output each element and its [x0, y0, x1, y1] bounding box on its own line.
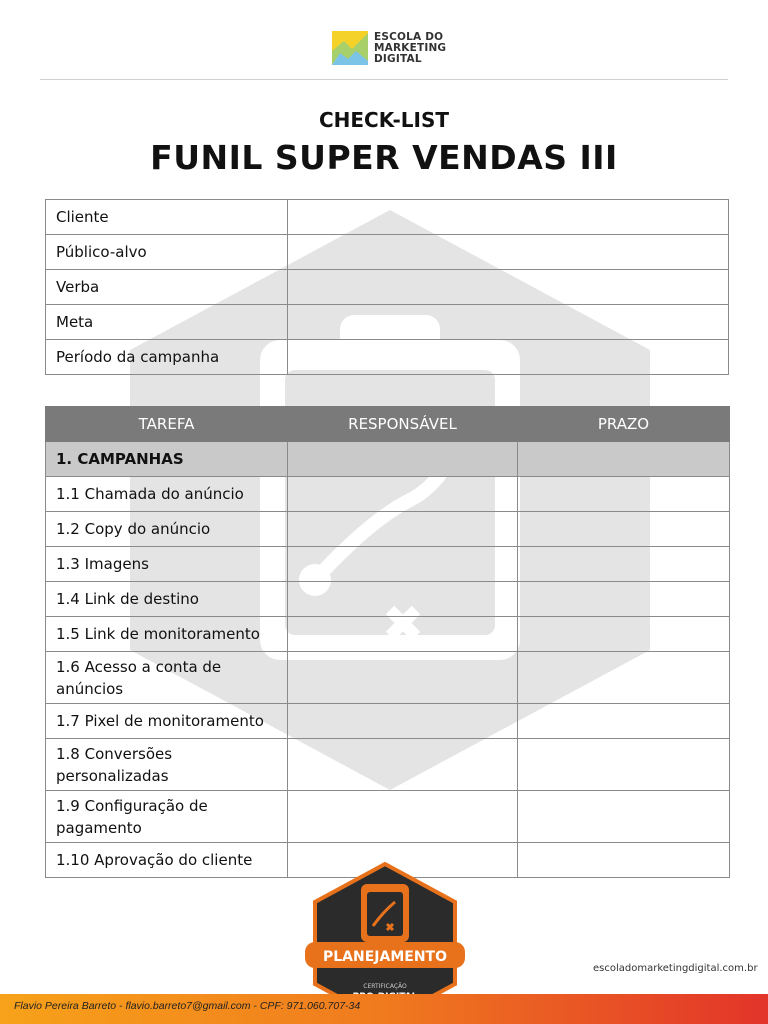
- info-row-goal: [46, 305, 729, 340]
- footer-owner: Flavio Pereira Barreto - flavio.barreto7@gmail.com - CPF: 971.060.707-34: [14, 1000, 361, 1012]
- table-row: [46, 739, 730, 791]
- column-header-task: TAREFA: [46, 407, 288, 442]
- task-label: 1.6 Acesso a conta de anúncios: [46, 652, 288, 704]
- table-row: [46, 704, 730, 739]
- deadline-cell[interactable]: [518, 739, 730, 791]
- info-value-field[interactable]: [288, 235, 729, 270]
- table-row: [46, 791, 730, 843]
- badge-label: PLANEJAMENTO: [322, 949, 448, 965]
- school-logo: [332, 30, 446, 66]
- task-label: 1.5 Link de monitoramento: [46, 617, 288, 652]
- info-label: Verba: [46, 270, 288, 305]
- task-label: 1.8 Conversões personalizadas: [46, 739, 288, 791]
- responsible-cell[interactable]: [288, 477, 518, 512]
- website-url: escoladomarketingdigital.com.br: [593, 963, 758, 974]
- table-row: [46, 547, 730, 582]
- logo-line-2: MARKETING: [374, 41, 447, 54]
- campaign-info-table: [45, 199, 729, 375]
- task-label: 1.10 Aprovação do cliente: [46, 843, 288, 878]
- info-label: Cliente: [46, 200, 288, 235]
- info-label: Período da campanha: [46, 340, 288, 375]
- header-divider: [40, 79, 728, 80]
- table-row: [46, 582, 730, 617]
- column-header-responsible: RESPONSÁVEL: [288, 407, 518, 442]
- responsible-cell[interactable]: [288, 652, 518, 704]
- deadline-cell[interactable]: [518, 547, 730, 582]
- logo-mark-icon: [332, 31, 368, 65]
- task-label: 1.9 Configuração de pagamento: [46, 791, 288, 843]
- deadline-cell[interactable]: [518, 704, 730, 739]
- info-value-field[interactable]: [288, 270, 729, 305]
- table-row: [46, 652, 730, 704]
- responsible-cell[interactable]: [288, 791, 518, 843]
- info-label: Meta: [46, 305, 288, 340]
- task-checklist-table: [45, 406, 730, 878]
- page-subtitle: CHECK-LIST: [318, 108, 450, 132]
- badge-cert: CERTIFICAÇÃO: [363, 983, 407, 990]
- responsible-cell[interactable]: [288, 704, 518, 739]
- column-header-deadline: PRAZO: [518, 407, 730, 442]
- info-label: Público-alvo: [46, 235, 288, 270]
- deadline-cell[interactable]: [518, 652, 730, 704]
- deadline-cell[interactable]: [518, 791, 730, 843]
- deadline-cell[interactable]: [518, 617, 730, 652]
- responsible-cell[interactable]: [288, 547, 518, 582]
- responsible-cell[interactable]: [288, 739, 518, 791]
- logo-line-1: ESCOLA DO: [374, 30, 444, 43]
- deadline-cell[interactable]: [518, 582, 730, 617]
- deadline-cell[interactable]: [518, 477, 730, 512]
- task-label: 1.3 Imagens: [46, 547, 288, 582]
- task-label: 1.4 Link de destino: [46, 582, 288, 617]
- responsible-cell[interactable]: [288, 512, 518, 547]
- info-row-audience: [46, 235, 729, 270]
- task-label: 1.2 Copy do anúncio: [46, 512, 288, 547]
- info-value-field[interactable]: [288, 305, 729, 340]
- deadline-cell[interactable]: [518, 843, 730, 878]
- info-value-field[interactable]: [288, 200, 729, 235]
- info-row-client: [46, 200, 729, 235]
- responsible-cell[interactable]: [288, 617, 518, 652]
- responsible-cell[interactable]: [288, 582, 518, 617]
- task-label: 1.7 Pixel de monitoramento: [46, 704, 288, 739]
- deadline-cell[interactable]: [518, 442, 730, 477]
- table-header-row: [46, 407, 730, 442]
- table-row: [46, 477, 730, 512]
- info-row-period: [46, 340, 729, 375]
- table-row: [46, 512, 730, 547]
- info-value-field[interactable]: [288, 340, 729, 375]
- section-row-campaigns: [46, 442, 730, 477]
- table-row: [46, 617, 730, 652]
- section-label: 1. CAMPANHAS: [46, 442, 288, 477]
- responsible-cell[interactable]: [288, 442, 518, 477]
- page-title: FUNIL SUPER VENDAS III: [150, 138, 618, 177]
- info-row-budget: [46, 270, 729, 305]
- task-label: 1.1 Chamada do anúncio: [46, 477, 288, 512]
- logo-line-3: DIGITAL: [374, 52, 422, 65]
- deadline-cell[interactable]: [518, 512, 730, 547]
